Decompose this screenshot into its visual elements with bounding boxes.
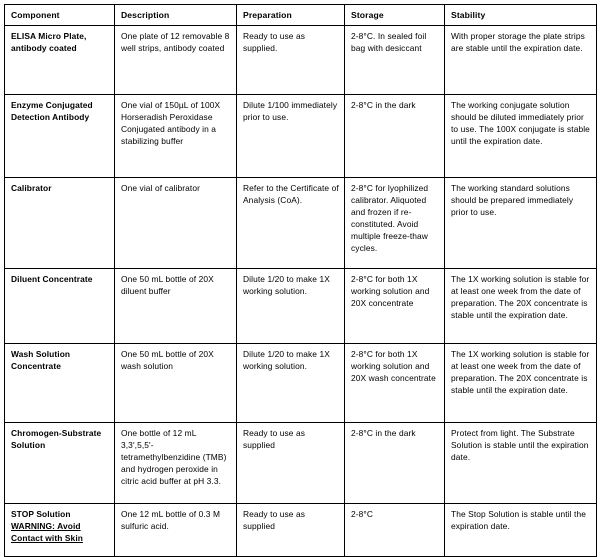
stop-solution-label: STOP Solution [11, 509, 71, 520]
column-header-preparation: Preparation [237, 5, 345, 26]
column-header-storage: Storage [345, 5, 445, 26]
table-row [5, 178, 597, 269]
table-row [5, 95, 597, 178]
cell-component [5, 504, 115, 557]
cell-stability: The 1X working solution is stable for at least one week from the date of preparation. The 20X concentrate is stable until the expiration date. [445, 344, 597, 423]
cell-storage: 2-8°C [345, 504, 445, 557]
cell-stability: The working conjugate solution should be diluted immediately prior to use. The 100X conjugate is stable until the expiration date. [445, 95, 597, 178]
cell-component: Wash Solution Concentrate [5, 344, 115, 423]
cell-storage: 2-8°C. In sealed foil bag with desiccant [345, 26, 445, 95]
cell-storage: 2-8°C in the dark [345, 95, 445, 178]
cell-component: Chromogen-Substrate Solution [5, 423, 115, 504]
cell-storage: 2-8°C for both 1X working solution and 20X wash concentrate [345, 344, 445, 423]
cell-preparation: Ready to use as supplied. [237, 26, 345, 95]
cell-preparation: Dilute 1/100 immediately prior to use. [237, 95, 345, 178]
cell-stability: Protect from light. The Substrate Solution is stable until the expiration date. [445, 423, 597, 504]
table-row [5, 269, 597, 344]
cell-stability: The working standard solutions should be prepared immediately prior to use. [445, 178, 597, 269]
cell-stability: The Stop Solution is stable until the expiration date. [445, 504, 597, 557]
cell-preparation: Refer to the Certificate of Analysis (CoA). [237, 178, 345, 269]
cell-description: One plate of 12 removable 8 well strips, antibody coated [115, 26, 237, 95]
table-row [5, 26, 597, 95]
cell-storage: 2-8°C for both 1X working solution and 20X concentrate [345, 269, 445, 344]
cell-description: One 50 mL bottle of 20X diluent buffer [115, 269, 237, 344]
cell-description: One vial of 150µL of 100X Horseradish Peroxidase Conjugated antibody in a stabilizing buffer [115, 95, 237, 178]
cell-preparation: Dilute 1/20 to make 1X working solution. [237, 269, 345, 344]
table-row [5, 344, 597, 423]
cell-component: ELISA Micro Plate, antibody coated [5, 26, 115, 95]
cell-stability: With proper storage the plate strips are stable until the expiration date. [445, 26, 597, 95]
kit-components-table [4, 4, 597, 557]
table-row [5, 423, 597, 504]
cell-description: One bottle of 12 mL 3,3',5,5'-tetramethylbenzidine (TMB) and hydrogen peroxide in citric acid buffer at pH 3.3. [115, 423, 237, 504]
table-row [5, 504, 597, 557]
table-header-row [5, 5, 597, 26]
cell-component: Diluent Concentrate [5, 269, 115, 344]
cell-component: Enzyme Conjugated Detection Antibody [5, 95, 115, 178]
cell-component: Calibrator [5, 178, 115, 269]
cell-preparation: Ready to use as supplied [237, 504, 345, 557]
column-header-description: Description [115, 5, 237, 26]
cell-storage: 2-8°C in the dark [345, 423, 445, 504]
column-header-component: Component [5, 5, 115, 26]
cell-preparation: Dilute 1/20 to make 1X working solution. [237, 344, 345, 423]
stop-solution-warning: WARNING: Avoid Contact with Skin [11, 521, 83, 544]
cell-storage: 2-8°C for lyophilized calibrator. Aliquoted and frozen if re-constituted. Avoid multiple freeze-thaw cycles. [345, 178, 445, 269]
column-header-stability: Stability [445, 5, 597, 26]
cell-description: One vial of calibrator [115, 178, 237, 269]
cell-description: One 12 mL bottle of 0.3 M sulfuric acid. [115, 504, 237, 557]
cell-preparation: Ready to use as supplied [237, 423, 345, 504]
cell-stability: The 1X working solution is stable for at least one week from the date of preparation. The 20X concentrate is stable until the expiration date. [445, 269, 597, 344]
cell-description: One 50 mL bottle of 20X wash solution [115, 344, 237, 423]
